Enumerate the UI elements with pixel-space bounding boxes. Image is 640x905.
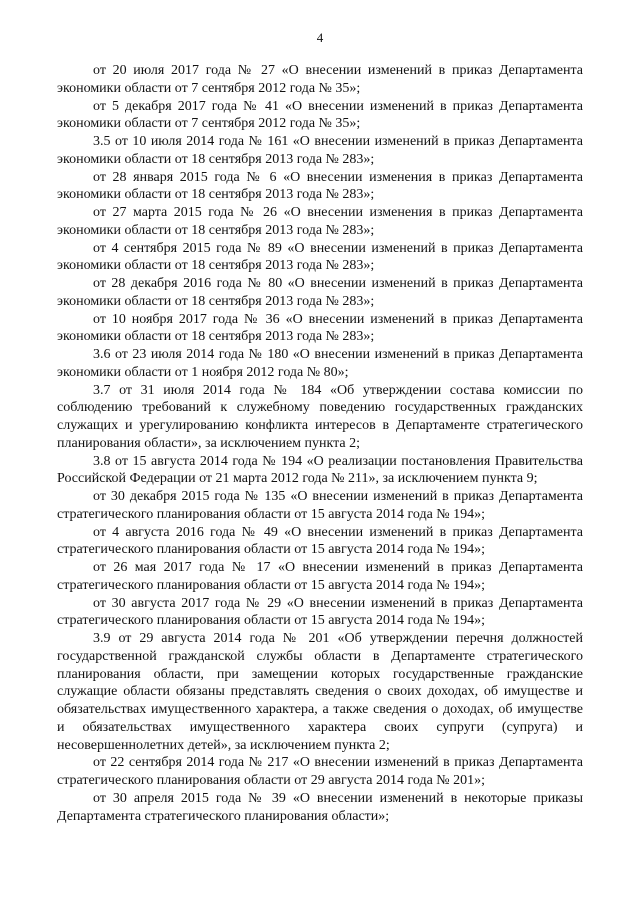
paragraph: от 4 сентября 2015 года № 89 «О внесении изменений в приказ Департамента экономики области от 18 сентября 2013 года № 283»; xyxy=(57,240,583,274)
paragraph: от 30 апреля 2015 года № 39 «О внесении изменений в некоторые приказы Департамента стратегического планирования области»; xyxy=(57,790,583,824)
paragraph: от 10 ноября 2017 года № 36 «О внесении изменений в приказ Департамента экономики области от 18 сентября 2013 года № 283»; xyxy=(57,311,583,345)
document-body xyxy=(57,62,583,825)
paragraph: 3.9 от 29 августа 2014 года № 201 «Об утверждении перечня должностей государственной гражданской службы области в Департаменте стратегического планирования области, при замещении которых государственные гражданские служащие области обязаны представлять сведения о своих доходах, об имуществе и обязательствах имущественного характера, а также сведения о доходах, об имуществе и обязательствах имущественного характера своих супруги (супруга) и несовершеннолетних детей», за исключением пункта 2; xyxy=(57,631,583,753)
paragraph: 3.5 от 10 июля 2014 года № 161 «О внесении изменений в приказ Департамента экономики области от 18 сентября 2013 года № 283»; xyxy=(57,134,583,167)
paragraph: от 28 января 2015 года № 6 «О внесении изменения в приказ Департамента экономики области от 18 сентября 2013 года № 283»; xyxy=(57,169,583,203)
paragraph: от 28 декабря 2016 года № 80 «О внесении изменений в приказ Департамента экономики области от 18 сентября 2013 года № 283»; xyxy=(57,276,583,309)
paragraph: 3.7 от 31 июля 2014 года № 184 «Об утверждении состава комиссии по соблюдению требований к служебному поведению государственных гражданских служащих и урегулированию конфликта интересов в Департаменте стратегического планирования области», за исключением пункта 2; xyxy=(57,382,583,451)
paragraph: от 22 сентября 2014 года № 217 «О внесении изменений в приказ Департамента стратегического планирования области от 29 августа 2014 года № 201»; xyxy=(57,755,583,788)
paragraph: от 20 июля 2017 года № 27 «О внесении изменений в приказ Департамента экономики области от 7 сентября 2012 года № 35»; xyxy=(57,63,583,96)
paragraph: от 30 августа 2017 года № 29 «О внесении изменений в приказ Департамента стратегического планирования области от 15 августа 2014 года № 194»; xyxy=(57,595,583,629)
paragraph: от 27 марта 2015 года № 26 «О внесении изменения в приказ Департамента экономики области от 18 сентября 2013 года № 283»; xyxy=(57,205,583,238)
page-number: 4 xyxy=(316,30,324,45)
paragraph: 3.8 от 15 августа 2014 года № 194 «О реализации постановления Правительства Российской Федерации от 21 марта 2012 года № 211», за исключением пункта 9; xyxy=(57,453,583,487)
paragraph: от 30 декабря 2015 года № 135 «О внесении изменений в приказ Департамента стратегического планирования области от 15 августа 2014 года № 194»; xyxy=(57,489,583,522)
paragraph: от 26 мая 2017 года № 17 «О внесении изменений в приказ Департамента стратегического планирования области от 15 августа 2014 года № 194»; xyxy=(57,560,583,593)
paragraph: 3.6 от 23 июля 2014 года № 180 «О внесении изменений в приказ Департамента экономики области от 1 ноября 2012 года № 80»; xyxy=(57,347,583,380)
paragraph: от 4 августа 2016 года № 49 «О внесении изменений в приказ Департамента стратегического планирования области от 15 августа 2014 года № 194»; xyxy=(57,524,583,558)
paragraph: от 5 декабря 2017 года № 41 «О внесении изменений в приказ Департамента экономики области от 7 сентября 2012 года № 35»; xyxy=(57,98,583,132)
